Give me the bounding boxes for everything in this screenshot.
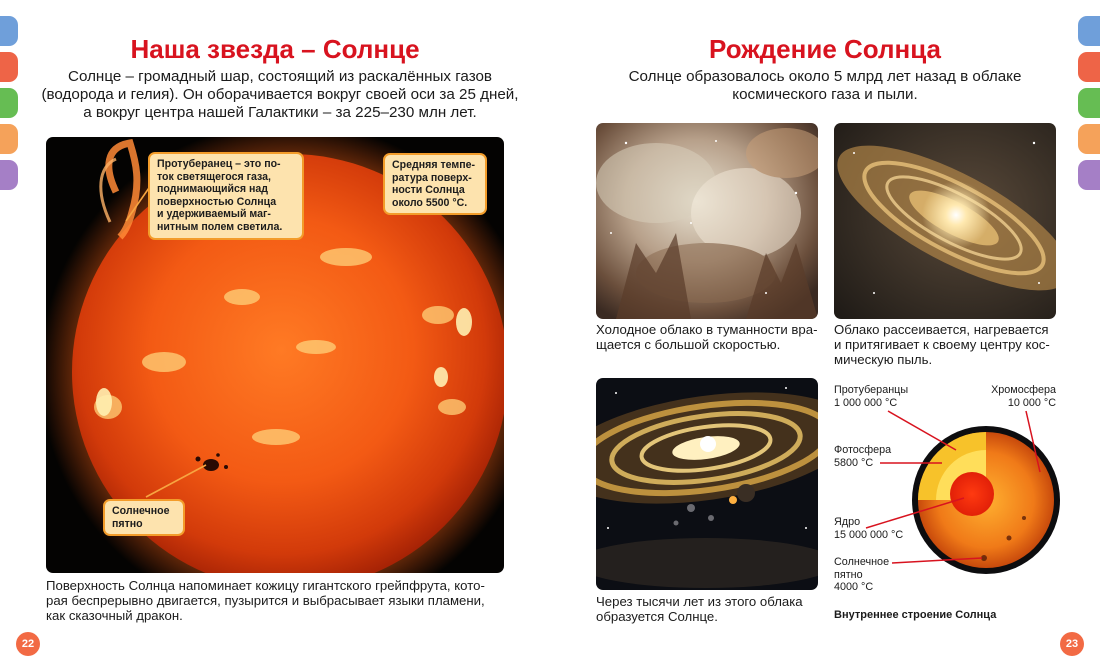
intro-paragraph: Солнце образовалось около 5 млрд лет назад в облаке космического газа и пыли.: [628, 68, 1022, 103]
chapter-tab-4[interactable]: [0, 124, 18, 154]
photosphere-label: Фотосфера 5800 °С: [834, 444, 892, 469]
dust-disk-caption: Облако рассеивается, нагревается и притягивает к своему центру кос- мическую пыль.: [834, 322, 1050, 368]
sunspot-label: Солнечное пятно 4000 °С: [834, 556, 890, 594]
chapter-tab-3[interactable]: [0, 88, 18, 118]
diagram-caption: Внутреннее строение Солнца: [834, 609, 997, 621]
intro-paragraph: Солнце – громадный шар, состоящий из раскалённых газов (водорода и гелия). Он оборачивается вокруг своей оси за 25 дней, а вокруг центра нашей Галактики – за 225–230 млн лет.: [41, 68, 519, 121]
chapter-tab-4[interactable]: [1078, 124, 1100, 154]
prominences-leader: [888, 411, 956, 450]
page-title: Рождение Солнца: [709, 34, 941, 64]
dust-disk-photo: [834, 123, 1056, 319]
page-number: 22: [16, 632, 40, 656]
chapter-tab-3[interactable]: [1078, 88, 1100, 118]
prominences-label: Протуберанцы 1 000 000 °С: [834, 384, 909, 409]
core-label: Ядро 15 000 000 °С: [834, 516, 904, 541]
chromosphere-label: Хромосфера 10 000 °С: [991, 384, 1056, 409]
sun-photo: [46, 137, 504, 573]
nebula-caption: Холодное облако в туманности вра- щается с большой скоростью.: [596, 322, 818, 353]
chapter-tab-5[interactable]: [1078, 160, 1100, 190]
young-sun-caption: Через тысячи лет из этого облака образуется Солнце.: [596, 594, 803, 625]
chapter-tab-5[interactable]: [0, 160, 18, 190]
page-title: Наша звезда – Солнце: [130, 34, 420, 64]
young-sun-photo: [596, 378, 818, 590]
sunspot-callout: Солнечное пятно: [103, 499, 185, 536]
sun-caption: Поверхность Солнца напоминает кожицу гигантского грейпфрута, кото- рая беспрерывно двигается, пузырится и выбрасывает языки пламени, как сказочный дракон.: [46, 578, 485, 624]
nebula-photo: [596, 123, 818, 319]
temperature-callout: Средняя темпе- ратура поверх- ности Солнца около 5500 °С.: [383, 153, 487, 215]
right-page: [550, 0, 1100, 672]
page-number: 23: [1060, 632, 1084, 656]
prominence-callout: Протуберанец – это по- ток светящегося газа, поднимающийся над поверхностью Солнца и удерживаемый маг- нитным полем светила.: [148, 152, 304, 240]
